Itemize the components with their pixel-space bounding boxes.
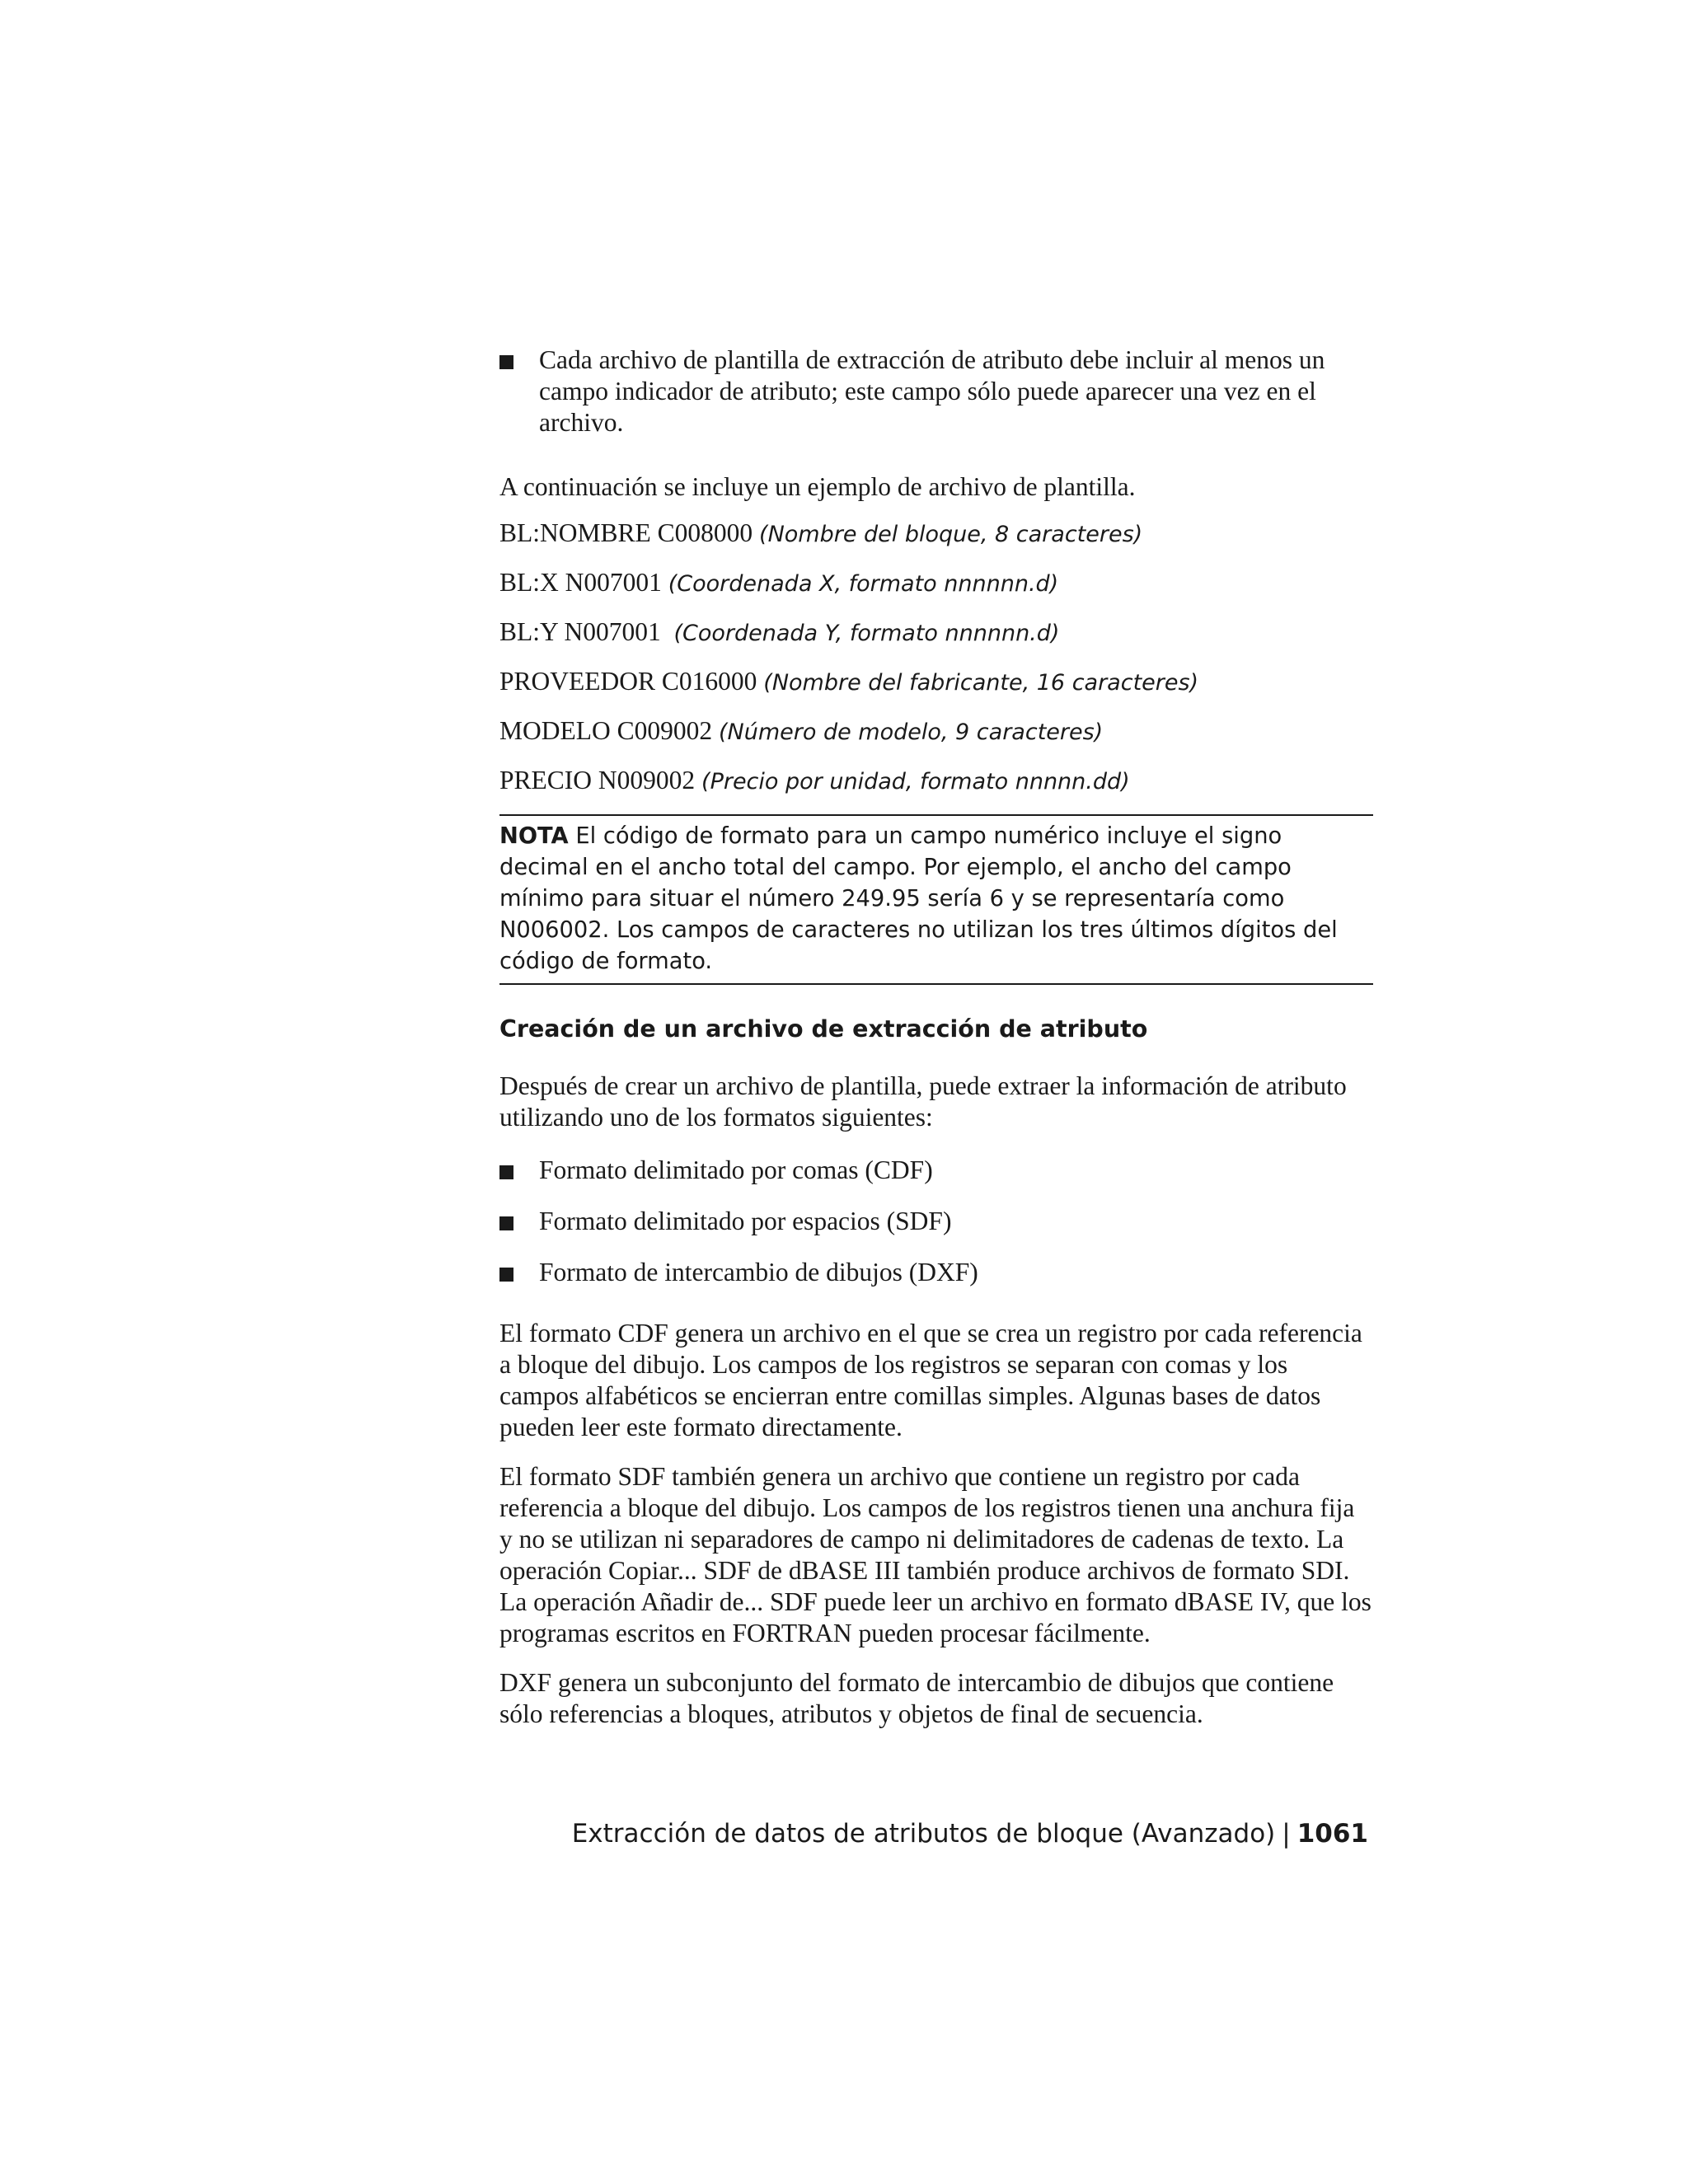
- format-item-text: Formato delimitado por comas (CDF): [539, 1155, 933, 1184]
- template-code: PROVEEDOR C016000: [499, 667, 764, 696]
- page-footer: [572, 1817, 1368, 1850]
- list-item: [499, 344, 1373, 438]
- template-line: [499, 616, 1373, 649]
- list-item: [499, 1155, 1373, 1186]
- template-code: BL:Y N007001: [499, 617, 674, 646]
- dxf-paragraph: DXF genera un subconjunto del formato de intercambio de dibujos que contiene sólo referencias a bloques, atributos y objetos de final de secuencia.: [499, 1668, 1334, 1728]
- template-description: (Nombre del fabricante, 16 caracteres): [763, 670, 1199, 696]
- bullet-text: Cada archivo de plantilla de extracción de atributo debe incluir al menos un campo indicador de atributo; este campo sólo puede aparecer una vez en el archivo.: [539, 345, 1325, 437]
- bullet-square-icon: [499, 355, 513, 369]
- section-heading: Creación de un archivo de extracción de atributo: [499, 1015, 1148, 1043]
- template-code: BL:X N007001: [499, 568, 668, 597]
- sdf-paragraph: El formato SDF también genera un archivo que contiene un registro por cada referencia a bloque del dibujo. Los campos de los registros tienen una anchura fija y no se utilizan ni separadores de campo ni delimitadores de cadenas de texto. La operación Copiar... SDF de dBASE III también produce archivos de formato SDI. La operación Añadir de... SDF puede leer un archivo en formato dBASE IV, que los programas escritos en FORTRAN pueden procesar fácilmente.: [499, 1462, 1372, 1647]
- format-item-text: Formato delimitado por espacios (SDF): [539, 1207, 952, 1235]
- footer-title: Extracción de datos de atributos de bloque (Avanzado): [571, 1819, 1276, 1849]
- template-description: (Coordenada X, formato nnnnnn.d): [668, 571, 1059, 597]
- template-line: [499, 666, 1373, 699]
- bullet-square-icon: [499, 1268, 513, 1282]
- template-description: (Coordenada Y, formato nnnnnn.d): [673, 621, 1060, 646]
- intro-paragraph: A continuación se incluye un ejemplo de archivo de plantilla.: [499, 472, 1136, 501]
- template-line: [499, 715, 1373, 748]
- page-content: [499, 344, 1373, 1748]
- bullet-square-icon: [499, 1216, 513, 1230]
- template-code: PRECIO N009002: [499, 766, 702, 794]
- cdf-paragraph: El formato CDF genera un archivo en el que se crea un registro por cada referencia a bloque del dibujo. Los campos de los registros se separan con comas y los campos alfabéticos se encierran entre comillas simples. Algunas bases de datos pueden leer este formato directamente.: [499, 1319, 1362, 1441]
- bullet-square-icon: [499, 1165, 513, 1179]
- note-text: El código de formato para un campo numérico incluye el signo decimal en el ancho total del campo. Por ejemplo, el ancho del campo mínimo para situar el número 249.95 sería 6 y se representaría como N006002. Los campos de caracteres no utilizan los tres últimos dígitos del código de formato.: [499, 823, 1338, 974]
- template-line: [499, 518, 1373, 551]
- page-number: 1061: [1296, 1819, 1368, 1849]
- template-description: (Nombre del bloque, 8 caracteres): [759, 522, 1143, 547]
- template-code: BL:NOMBRE C008000: [499, 518, 760, 547]
- note-label: NOTA: [499, 823, 569, 849]
- note-box: [499, 814, 1373, 985]
- template-line: [499, 765, 1373, 798]
- list-item: [499, 1257, 1373, 1288]
- footer-separator: |: [1282, 1819, 1291, 1849]
- formats-intro-paragraph: Después de crear un archivo de plantilla, puede extraer la información de atributo utilizando uno de los formatos siguientes:: [499, 1071, 1347, 1132]
- list-item: [499, 1206, 1373, 1237]
- format-item-text: Formato de intercambio de dibujos (DXF): [539, 1258, 978, 1286]
- template-description: (Precio por unidad, formato nnnnn.dd): [701, 769, 1130, 794]
- template-line: [499, 567, 1373, 600]
- template-code: MODELO C009002: [499, 716, 719, 745]
- template-description: (Número de modelo, 9 caracteres): [719, 719, 1104, 745]
